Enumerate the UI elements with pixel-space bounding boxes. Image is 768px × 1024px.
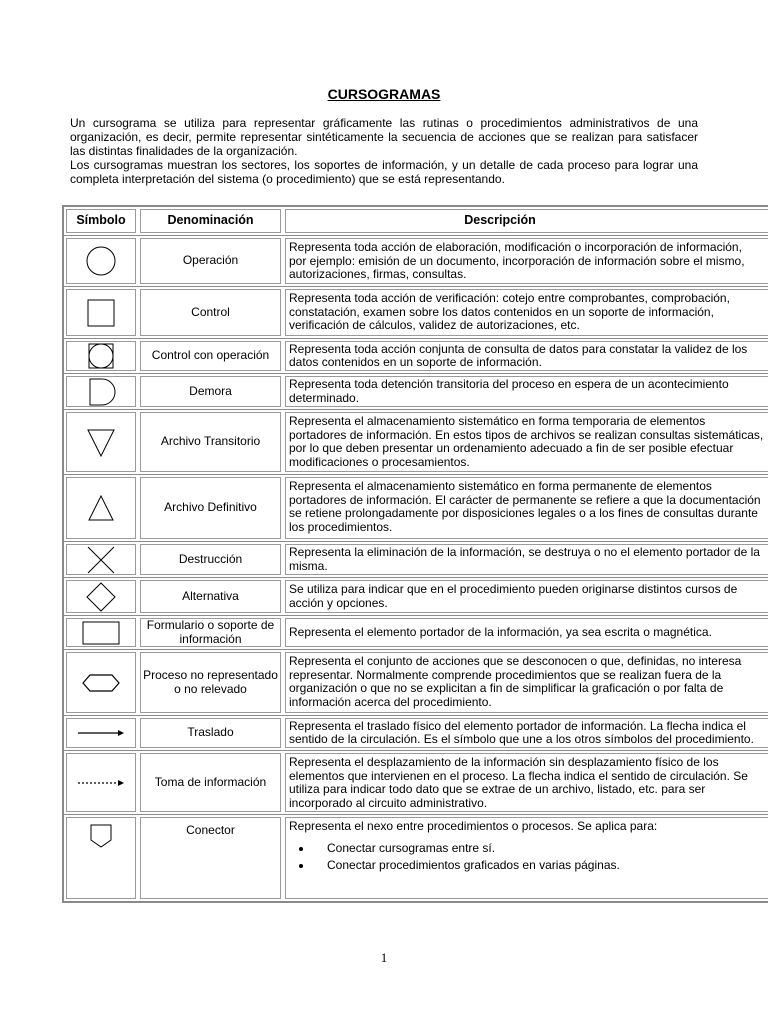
description-line: misma. [289,558,328,573]
bullet-item: • Conectar cursogramas entre sí. [313,842,768,856]
descripcion-cell [285,817,768,899]
description-line: Representa el conjunto de acciones que se desconocen o que, definidas, no interesa [289,654,742,668]
hexagon-icon [81,668,121,698]
description-line: Representa la eliminación de la información, se destruya o no el elemento portador de la [289,545,760,559]
description-line: modificaciones o procesamientos. [289,454,470,469]
descripcion-cell [285,341,768,371]
description-line: por lo que deben presentar un ordenamiento adecuado a fin de ser posible efectuar [289,441,734,455]
description-line: Representa el traslado físico del elemento portador de información. La flecha indica el [289,718,746,733]
description-line: Representa el almacenamiento sistemático en forma temporaria de elementos [289,414,706,428]
table-row [64,615,768,649]
intro-text [70,116,698,186]
description-line: por ejemplo: emisión de un documento, incorporación de información sobre el mismo, [289,253,745,268]
triangle-down-icon [84,425,118,459]
table-row [64,338,768,373]
description-line: portadores de información. En estos tipos de archivos se realizan consultas sistemáticas, [289,427,764,442]
description-line: acción y opciones. [289,595,388,610]
description-line: los procedimientos. [289,519,393,534]
intro-paragraph: Los cursogramas muestran los sectores, los soportes de información, y un detalle de cada proceso para lograr una completa interpretación del sistema (o procedimiento) que se está representando. [70,158,698,186]
descripcion-cell [285,580,768,613]
table-row [64,541,768,577]
header-denominacion: Denominación [140,209,281,233]
description-line: incorporado al circuito administrativo. [289,795,488,810]
description-line: Se utiliza para indicar que en el procedimiento pueden originarse distintos cursos de [289,582,738,596]
square-circle-icon [84,339,118,373]
denominacion-cell: Control con operación [140,341,281,371]
table-row [64,715,768,750]
bullet-item: • Conectar procedimientos graficados en varias páginas. [313,859,768,873]
symbol-cell [66,477,136,539]
denominacion-cell: Traslado [140,718,281,748]
symbol-cell [66,289,136,336]
table-row [64,649,768,715]
descripcion-cell [285,544,768,575]
symbols-table [62,205,768,903]
description-line: Representa el nexo entre procedimientos o procesos. Se aplica para: [289,819,658,833]
description-line: Representa toda acción de verificación: cotejo entre comprobantes, comprobación, [289,291,730,305]
arrow-dotted-icon [76,776,126,790]
page-number: 1 [380,950,388,965]
symbol-cell [66,753,136,812]
symbol-cell [66,618,136,647]
symbol-cell [66,817,136,899]
header-simbolo: Símbolo [66,209,136,233]
descripcion-cell [285,718,768,748]
denominacion-cell: Control [140,289,281,336]
denominacion-cell: Archivo Definitivo [140,477,281,539]
table-row [64,409,768,474]
intro-paragraph: Un cursograma se utiliza para representar gráficamente las rutinas o procedimientos administrativos de una organización, es decir, permite representar sintéticamente la secuencia de acciones que se realizan para satisfacer las distintas finalidades de la organización. [70,116,698,158]
connector-icon [86,822,116,852]
header-descripcion: Descripción [285,209,768,233]
descripcion-cell [285,652,768,713]
table-header-row [64,207,768,235]
description-line: determinado. [289,390,360,405]
descripcion-cell [285,618,768,647]
symbol-cell [66,238,136,284]
description-line: representar. Normalmente comprende procedimientos que se realizan fuera de la [289,667,722,682]
bullet-list [289,842,768,873]
triangle-up-icon [84,491,118,525]
cross-icon [84,543,118,577]
table-row [64,474,768,541]
description-line: información acerca del procedimiento. [289,694,492,709]
description-line: portadores de información. El carácter de permanente se refiere a que la documentación [289,492,761,507]
denominacion-cell: Conector [140,817,281,899]
symbol-cell [66,718,136,748]
description-line: Representa toda acción de elaboración, modificación o incorporación de información, [289,240,742,254]
rectangle-icon [81,618,121,648]
description-line: sentido de la circulación. Es el símbolo que une a los otros símbolos del procedimiento. [289,732,754,746]
denominacion-cell: Toma de información [140,753,281,812]
symbol-cell [66,412,136,472]
description-line: elementos que intervienen en el proceso. La flecha indica el sentido de circulación. Se [289,768,748,783]
description-line: autorizaciones, firmas, consultas. [289,267,467,281]
table-row [64,577,768,615]
denominacion-cell: Formulario o soporte de información [140,618,281,647]
arrow-solid-icon [76,726,126,740]
description-line: Representa toda detención transitoria del proceso en espera de un acontecimiento [289,377,729,391]
table-row [64,814,768,901]
description-line: se retiene prolongadamente por disposiciones legales o a los fines de consultas durante [289,506,758,520]
description-line: Representa el almacenamiento sistemático en forma permanente de elementos [289,479,712,493]
descripcion-cell [285,753,768,812]
denominacion-cell: Alternativa [140,580,281,613]
symbol-cell [66,544,136,575]
symbol-cell [66,376,136,407]
table-row [64,235,768,286]
page-title: CURSOGRAMAS [327,86,441,102]
description-line: organización o que no se explicitan a fin de simplificar la graficación o por falta de [289,681,724,695]
descripcion-cell [285,376,768,407]
delay-icon [84,375,118,409]
denominacion-cell: Archivo Transitorio [140,412,281,472]
descripcion-cell [285,289,768,336]
description-line: verificación de cálculos, validez de autorizaciones, etc. [289,318,580,332]
symbol-cell [66,580,136,613]
table-row [64,286,768,338]
symbol-cell [66,652,136,713]
circle-icon [84,244,118,278]
description-line: utiliza para indicar todo dato que se extrae de un archivo, listado, etc. para ser [289,782,706,796]
description-line: Representa el elemento portador de la información, ya sea escrita o magnética. [289,624,712,639]
symbol-cell [66,341,136,371]
square-icon [84,296,118,330]
denominacion-cell: Proceso no representado o no relevado [140,652,281,713]
descripcion-cell [285,412,768,472]
descripcion-cell [285,477,768,539]
diamond-icon [84,580,118,614]
description-line: Representa el desplazamiento de la información sin desplazamiento físico de los [289,755,719,769]
table-row [64,750,768,814]
denominacion-cell: Destrucción [140,544,281,575]
description-line: constatación, examen sobre los datos contenidos en un soporte de información, [289,304,714,319]
table-row [64,373,768,409]
descripcion-cell [285,238,768,284]
description-line: Representa toda acción conjunta de consulta de datos para constatar la validez de los [289,341,748,356]
denominacion-cell: Demora [140,376,281,407]
description-line: datos contenidos en un soporte de información. [289,355,542,369]
denominacion-cell: Operación [140,238,281,284]
